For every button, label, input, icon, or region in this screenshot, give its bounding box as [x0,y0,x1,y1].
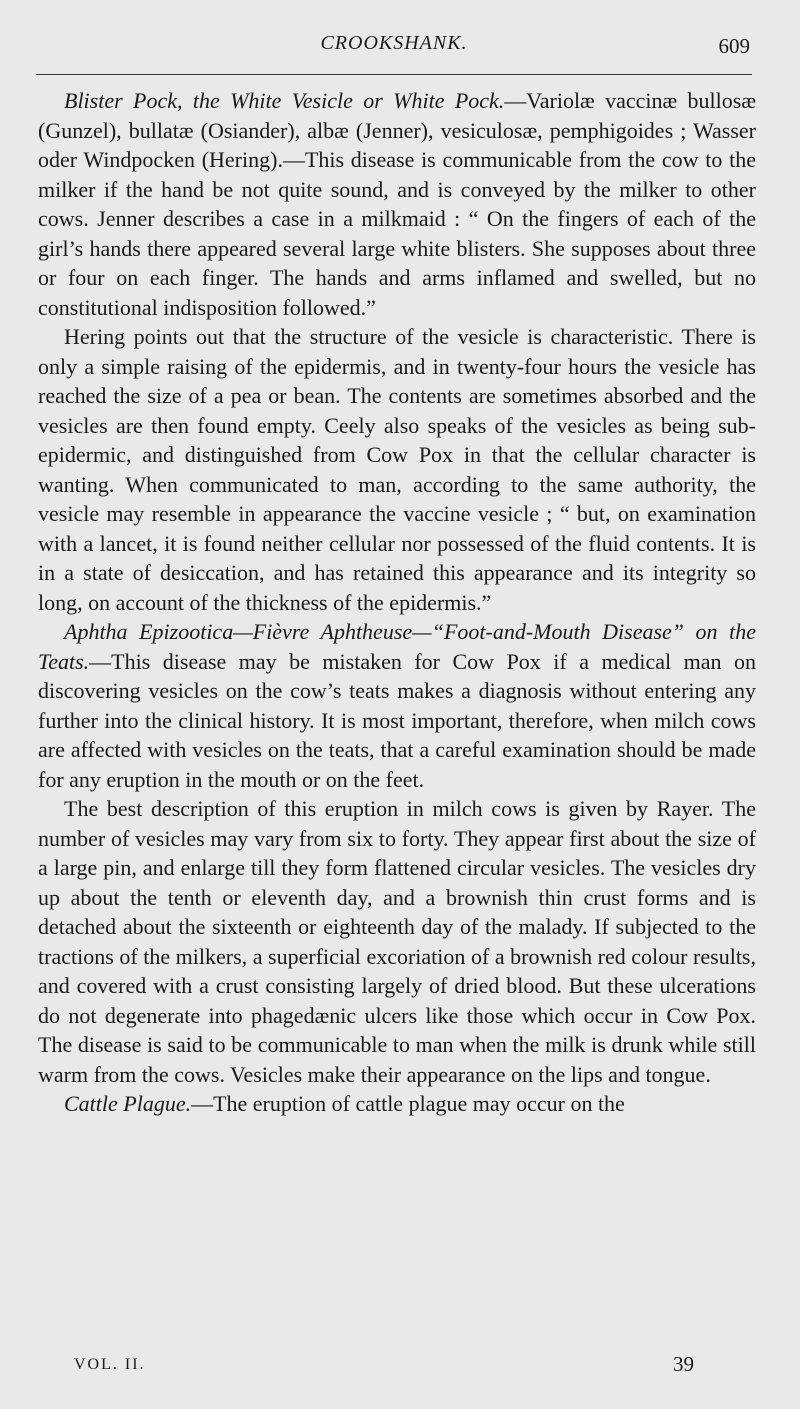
paragraph-aphtha-epizootica [38,617,756,794]
paragraph-text: —Variolæ vaccinæ bullosæ (Gunzel), bullatæ (Osiander), albæ (Jenner), vesiculosæ, pemphigoides ; Wasser oder Windpocken (Hering).—This disease is communicable from the cow to the milker if the hand be not quite sound, and is conveyed by the milker to other cows. Jenner describes a case in a milkmaid : “ On the fingers of each of the girl’s hands there appeared several large white blisters. She supposes about three or four on each finger. The hands and arms inflamed and swelled, but no constitutional indisposition followed.” [38,88,757,320]
page-footer [74,1352,694,1382]
page-number: 609 [718,34,750,58]
paragraph-text: —The eruption of cattle plague may occur on the [191,1091,625,1116]
paragraph-text: The best description of this eruption in milch cows is given by Rayer. The number of vesicles may vary from six to forty. They appear first about the size of a large pin, and enlarge till they form flattened circular vesicles. The vesicles dry up about the tenth or eleventh day, and a brownish thin crust forms and is detached about the sixteenth or eighteenth day of the malady. If subjected to the tractions of the milkers, a superficial excoriation of a brownish red colour results, and covered with a crust consisting largely of dried blood. But these ulcerations do not degenerate into phagedænic ulcers like those which occur in Cow Pox. The disease is said to be communicable to man when the milk is drunk while still warm from the cows. Vesicles make their appearance on the lips and tongue. [38,796,756,1087]
signature-mark: 39 [673,1352,694,1376]
paragraph-text: —This disease may be mistaken for Cow Pox if a medical man on discovering vesicles on the cow’s teats makes a diagnosis without entering any further into the clinical history. It is most important, therefore, when milch cows are affected with vesicles on the teats, that a careful examination should be made for any eruption in the mouth or on the feet. [38,648,756,792]
paragraph-rayer-description [38,794,756,1089]
paragraph-lead: Blister Pock, the White Vesicle or White Pock. [64,88,505,113]
body-text [38,86,756,1119]
volume-label: VOL. II. [74,1356,146,1373]
paragraph-blister-pock [38,86,756,322]
running-title: CROOKSHANK. [320,32,468,54]
paragraph-lead: Cattle Plague. [64,1091,192,1116]
paragraph-cattle-plague [38,1089,756,1119]
paragraph-lead: Aphtha Epizootica—Fièvre Aphtheuse—“Foot-and-Mouth Disease” on the Teats. [38,619,756,674]
paragraph-text: Hering points out that the structure of the vesicle is characteristic. There is only a simple raising of the epidermis, and in twenty-four hours the vesicle has reached the size of a pea or bean. The contents are sometimes absorbed and the vesicles are then found empty. Ceely also speaks of the vesicles as being subepidermic, and distinguished from Cow Pox in that the cellular character is wanting. When communicated to man, according to the same authority, the vesicle may resemble in appearance the vaccine vesicle ; “ but, on examination with a lancet, it is found neither cellular nor possessed of the fluid contents. It is in a state of desiccation, and has retained this appearance and its integrity so long, on account of the thickness of the epidermis.” [38,324,756,615]
paragraph-hering [38,322,756,617]
running-header [36,30,752,75]
